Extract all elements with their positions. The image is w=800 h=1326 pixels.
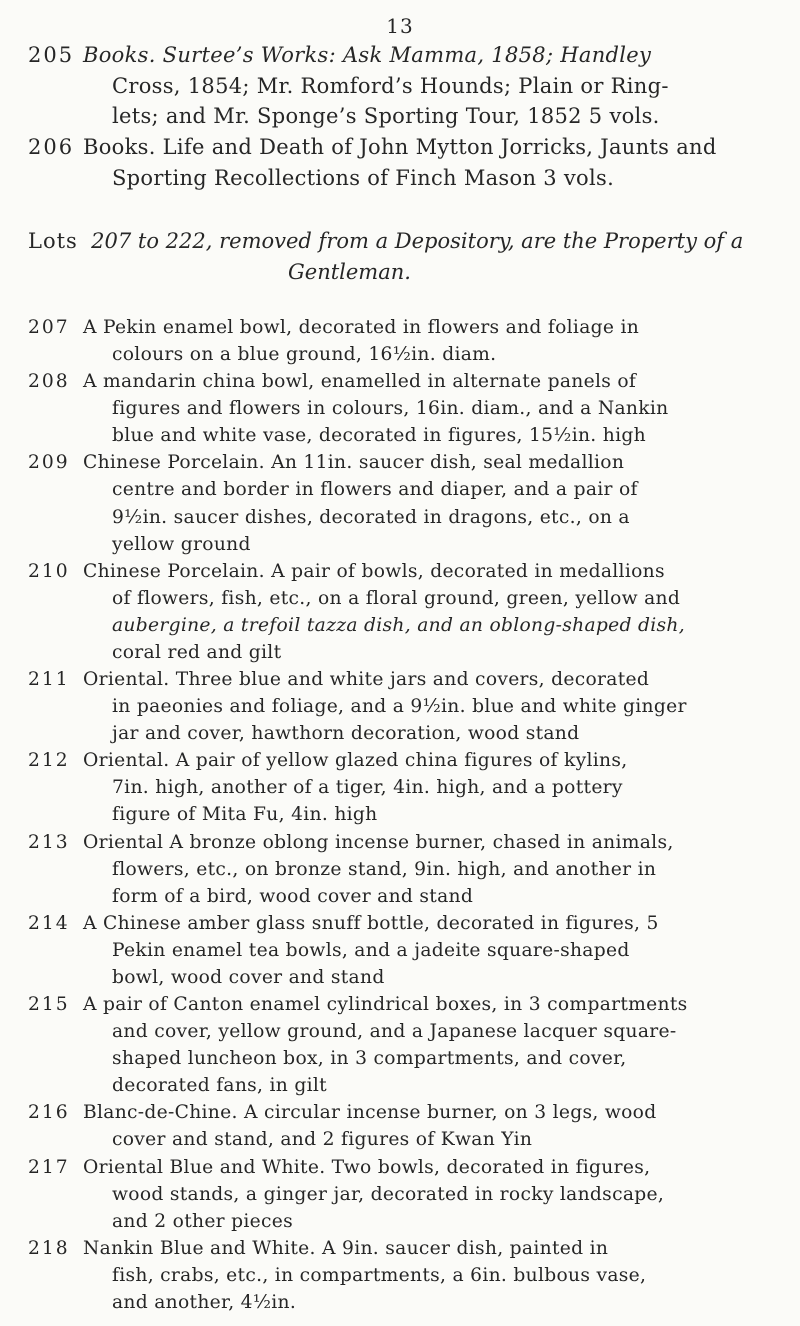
lot-description [83,991,688,1099]
page-number: 13 [386,14,414,38]
lot-description [83,314,673,368]
lot-description [83,368,673,449]
lot-number: 214 [28,912,70,934]
lot-line: yellow ground [112,533,251,555]
lot-line: Nankin Blue and White. A 9in. saucer dish, painted in [83,1237,609,1259]
lot-line: bowl, wood cover and stand [112,966,385,988]
lot-number: 207 [28,317,70,338]
lot-description [83,1154,673,1235]
lot-line: Oriental. A pair of yellow glazed china figures of kylins, [83,750,628,772]
lot-line: Chinese Porcelain. A pair of bowls, decorated in medallions [83,560,665,582]
lot-number: 211 [28,669,70,691]
section-heading-text: 207 to 222, removed from a Depository, are the Property of a [91,229,744,253]
lot-number: 206 [28,135,75,159]
lot-line: Books. Life and Death of John Mytton Jorricks, Jaunts and [83,135,717,159]
lot-line: wood stands, a ginger jar, decorated in rocky landscape, [112,1183,665,1205]
lot-description [83,747,673,828]
lot-number: 217 [28,1156,70,1178]
lot-line: coral red and gilt [112,641,282,663]
lot-line: blue and white vase, decorated in figures, 15½in. high [112,425,646,447]
lot-number: 209 [28,452,70,474]
lot-line: Books. Surtee’s Works: Ask Mamma, 1858; Handley [83,43,652,67]
lot-line: in paeonies and foliage, and a 9½in. blue and white ginger [112,696,687,718]
lot-line: A pair of Canton enamel cylindrical boxes, in 3 compartments [83,994,688,1016]
lot-line: jar and cover, hawthorn decoration, wood stand [112,723,580,745]
lot-number: 215 [28,994,70,1016]
lot-number: 218 [28,1237,70,1259]
lot-description [83,40,673,132]
lot-line: Chinese Porcelain. An 11in. saucer dish, seal medallion [83,452,625,474]
lot-line: decorated fans, in gilt [112,1075,327,1097]
lot-line: form of a bird, wood cover and stand [112,885,474,907]
lots-word: Lots [28,229,78,253]
lot-description [83,1235,673,1316]
lot-line: cover and stand, and 2 figures of Kwan Yin [112,1129,533,1151]
lot-description [83,132,717,193]
lot-line: centre and border in flowers and diaper, and a pair of [112,479,638,501]
lot-line: 7in. high, another of a tiger, 4in. high, and a pottery [112,777,623,799]
lot-description [83,449,673,557]
lot-number: 213 [28,831,70,853]
lot-line: figure of Mita Fu, 4in. high [112,804,378,826]
lot-line: fish, crabs, etc., in compartments, a 6in. bulbous vase, [112,1264,647,1286]
section-heading [28,226,778,287]
lot-number: 210 [28,560,70,582]
lot-line: 9½in. saucer dishes, decorated in dragons, etc., on a [112,506,630,528]
lot-line: A Chinese amber glass snuff bottle, decorated in figures, 5 [83,912,659,934]
lot-description [83,666,687,747]
lot-line: Oriental Blue and White. Two bowls, decorated in figures, [83,1156,651,1178]
lot-description [83,829,673,910]
section-heading-line [28,226,778,257]
lot-line: and cover, yellow ground, and a Japanese lacquer square- [112,1021,677,1043]
lot-number: 212 [28,750,70,772]
lot-line: Pekin enamel tea bowls, and a jadeite square-shaped [112,939,630,961]
lot-description [83,1099,673,1153]
lot-line: A mandarin china bowl, enamelled in alternate panels of [83,371,637,393]
lot-line: aubergine, a trefoil tazza dish, and an oblong-shaped dish, [112,614,685,636]
lot-line: Oriental A bronze oblong incense burner, chased in animals, [83,831,674,853]
lot-line: figures and flowers in colours, 16in. diam., and a Nankin [112,398,669,420]
lot-line: and another, 4½in. [112,1291,297,1313]
lot-number: 216 [28,1102,70,1124]
lot-description [83,910,673,991]
lot-description [83,558,685,666]
lot-number: 205 [28,43,75,67]
lot-line: Cross, 1854; Mr. Romford’s Hounds; Plain or Ring- [112,73,669,98]
lot-line: flowers, etc., on bronze stand, 9in. high, and another in [112,858,657,880]
lot-line: Sporting Recollections of Finch Mason 3 vols. [112,165,615,190]
lot-line: lets; and Mr. Sponge’s Sporting Tour, 1852 5 vols. [112,104,660,129]
lot-line: and 2 other pieces [112,1210,294,1232]
lot-line: shaped luncheon box, in 3 compartments, and cover, [112,1048,627,1070]
lot-line: of flowers, fish, etc., on a floral ground, green, yellow and [112,587,681,609]
lot-line: A Pekin enamel bowl, decorated in flowers and foliage in [83,317,640,338]
lot-line: colours on a blue ground, 16½in. diam. [112,344,497,366]
lot-line: Blanc-de-Chine. A circular incense burner, on 3 legs, wood [83,1102,657,1124]
lot-number: 208 [28,371,70,393]
lot-line: Oriental. Three blue and white jars and covers, decorated [83,669,650,691]
section-heading-line: Gentleman. [288,259,411,284]
